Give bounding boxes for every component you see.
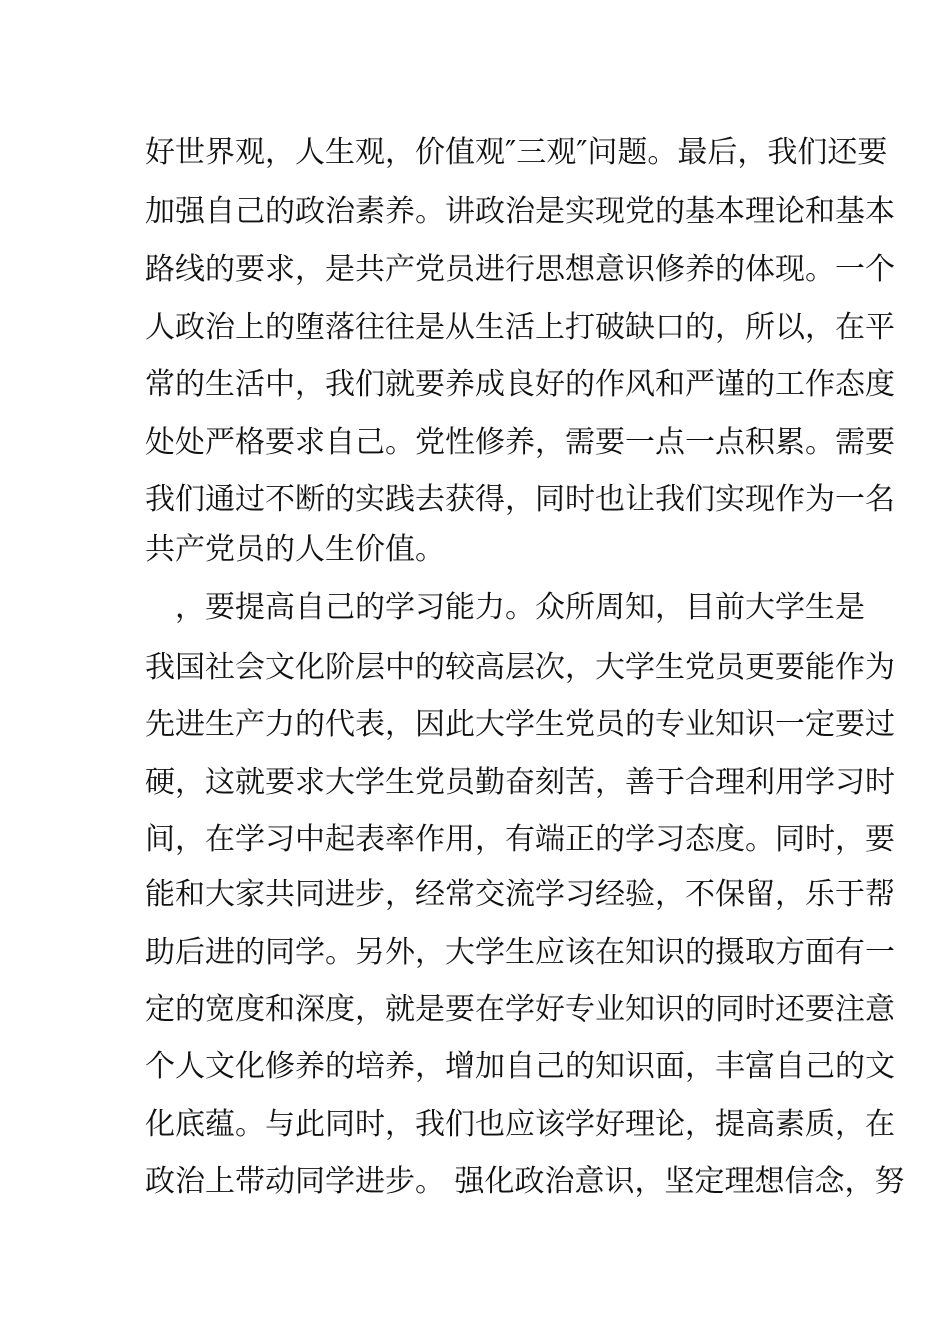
text-line-7: 我们通过不断的实践去获得，同时也让我们实现作为一名 bbox=[145, 482, 895, 517]
text-line-10: 我国社会文化阶层中的较高层次，大学生党员更要能作为 bbox=[145, 650, 895, 685]
text-line-17: 个人文化修养的培养，增加自己的知识面，丰富自己的文 bbox=[145, 1049, 895, 1084]
text-line-13: 间，在学习中起表率作用，有端正的学习态度。同时，要 bbox=[145, 822, 895, 857]
text-line-18: 化底蕴。与此同时，我们也应该学好理论，提高素质，在 bbox=[145, 1107, 895, 1142]
text-line-6: 处处严格要求自己。党性修养，需要一点一点积累。需要 bbox=[145, 425, 895, 460]
text-line-8: 共产党员的人生价值。 bbox=[145, 532, 445, 567]
text-line-5: 常的生活中，我们就要养成良好的作风和严谨的工作态度 bbox=[145, 367, 895, 402]
text-line-3: 路线的要求，是共产党员进行思想意识修养的体现。一个 bbox=[145, 252, 895, 287]
text-line-11: 先进生产力的代表，因此大学生党员的专业知识一定要过 bbox=[145, 707, 895, 742]
text-line-12: 硬，这就要求大学生党员勤奋刻苦，善于合理利用学习时 bbox=[145, 765, 895, 800]
text-line-1: 好世界观，人生观，价值观″三观″问题。最后，我们还要 bbox=[145, 135, 888, 170]
text-line-2: 加强自己的政治素养。讲政治是实现党的基本理论和基本 bbox=[145, 194, 895, 229]
text-line-19: 政治上带动同学进步。 强化政治意识，坚定理想信念，努 bbox=[145, 1164, 905, 1199]
text-line-16: 定的宽度和深度，就是要在学好专业知识的同时还要注意 bbox=[145, 992, 895, 1027]
text-line-9: ，要提高自己的学习能力。众所周知，目前大学生是 bbox=[145, 590, 865, 625]
text-line-4: 人政治上的堕落往往是从生活上打破缺口的，所以，在平 bbox=[145, 310, 895, 345]
text-line-14: 能和大家共同进步，经常交流学习经验，不保留，乐于帮 bbox=[145, 877, 895, 912]
text-line-15: 助后进的同学。另外，大学生应该在知识的摄取方面有一 bbox=[145, 935, 895, 970]
